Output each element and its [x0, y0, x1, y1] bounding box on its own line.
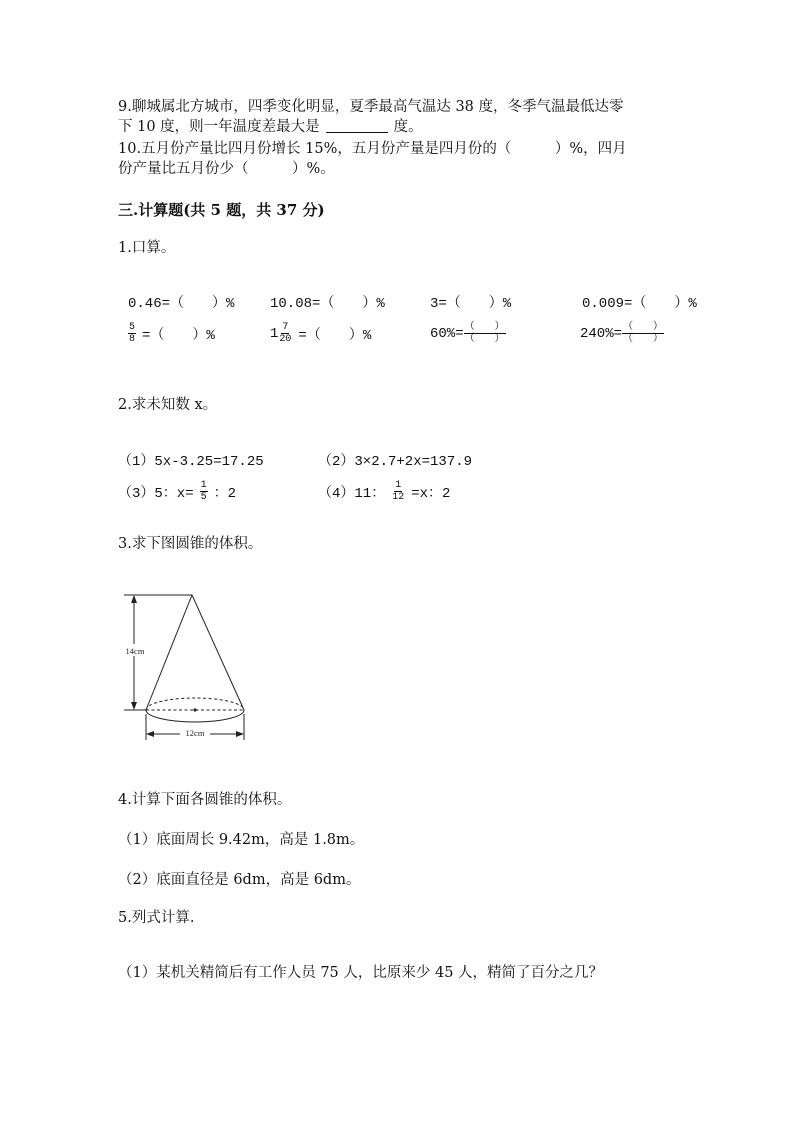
q4-title: 4.计算下面各圆锥的体积。 — [118, 792, 292, 808]
fraction: $\frac{( )}{( )}$ — [623, 322, 664, 345]
q3-title: 3.求下图圆锥的体积。 — [118, 536, 263, 552]
question-10-line-2: 份产量比五月份少（ ）%。 — [118, 161, 335, 177]
q1-item-8: 240%= $\frac{( )}{( )}$ — [580, 322, 664, 345]
question-9-text-b: 度。 — [393, 119, 423, 135]
q2-item-2: （2）3×2.7+2x=137.9 — [318, 454, 473, 470]
question-9-line-1: 9.聊城属北方城市，四季变化明显，夏季最高气温达 38 度，冬季气温最低达零 — [118, 99, 624, 115]
q5-title: 5.列式计算. — [118, 910, 195, 926]
q1-item-1: 0.46=（ ）% — [128, 296, 235, 312]
q4-item-2: （2）底面直径是 6dm，高是 6dm。 — [118, 872, 361, 888]
section-title: 三.计算题(共 5 题，共 37 分) — [118, 201, 325, 219]
cone-left-edge — [146, 595, 192, 710]
diameter-label: 12cm — [185, 728, 205, 738]
q2-item-1: （1）5x-3.25=17.25 — [118, 454, 264, 470]
q1-item-7: 60%= $\frac{( )}{( )}$ — [430, 322, 505, 345]
q1-title: 1.口算。 — [118, 240, 176, 256]
question-9-line-2 — [118, 117, 423, 137]
base-center-dot — [193, 708, 196, 711]
question-9-text-a: 下 10 度，则一年温度差最大是 — [118, 119, 320, 135]
fraction: $\frac{1}{12}$ — [392, 480, 405, 503]
q2-title: 2.求未知数 x。 — [118, 397, 218, 413]
q2-item-4: （4）11： $\frac{1}{12}$ =x：2 — [318, 480, 451, 503]
q5-item-1: （1）某机关精简后有工作人员 75 人，比原来少 45 人，精简了百分之几？ — [118, 965, 604, 981]
q1-item-4: 0.009=（ ）% — [582, 296, 697, 312]
q1-item-5: $\frac{5}{8}$ =（ ）% — [129, 322, 215, 345]
q1-item-2: 10.08=（ ）% — [270, 296, 385, 312]
arrow-down-icon — [131, 702, 137, 710]
cone-right-edge — [192, 595, 244, 710]
fraction: $\frac{( )}{( )}$ — [464, 322, 505, 345]
q1-item-6: 1 $\frac{7}{20}$ =（ ）% — [270, 322, 372, 345]
height-label: 14cm — [125, 646, 145, 656]
base-back-arc — [146, 698, 244, 710]
fraction: $\frac{1}{5}$ — [200, 480, 207, 503]
answer-blank[interactable] — [326, 118, 388, 133]
arrow-up-icon — [131, 595, 137, 603]
arrow-right-icon — [236, 731, 244, 737]
fraction: $\frac{5}{8}$ — [129, 322, 136, 345]
base-front-arc — [146, 710, 244, 722]
fraction: $\frac{7}{20}$ — [279, 322, 292, 345]
q4-item-1: （1）底面周长 9.42m，高是 1.8m。 — [118, 832, 365, 848]
arrow-left-icon — [146, 731, 154, 737]
q1-item-3: 3=（ ）% — [430, 296, 512, 312]
cone-diagram — [118, 586, 252, 746]
question-10-line-1: 10.五月份产量比四月份增长 15%，五月份产量是四月份的（ ）%，四月 — [118, 141, 627, 157]
q2-item-3: （3）5：x= $\frac{1}{5}$ ：2 — [118, 480, 237, 503]
